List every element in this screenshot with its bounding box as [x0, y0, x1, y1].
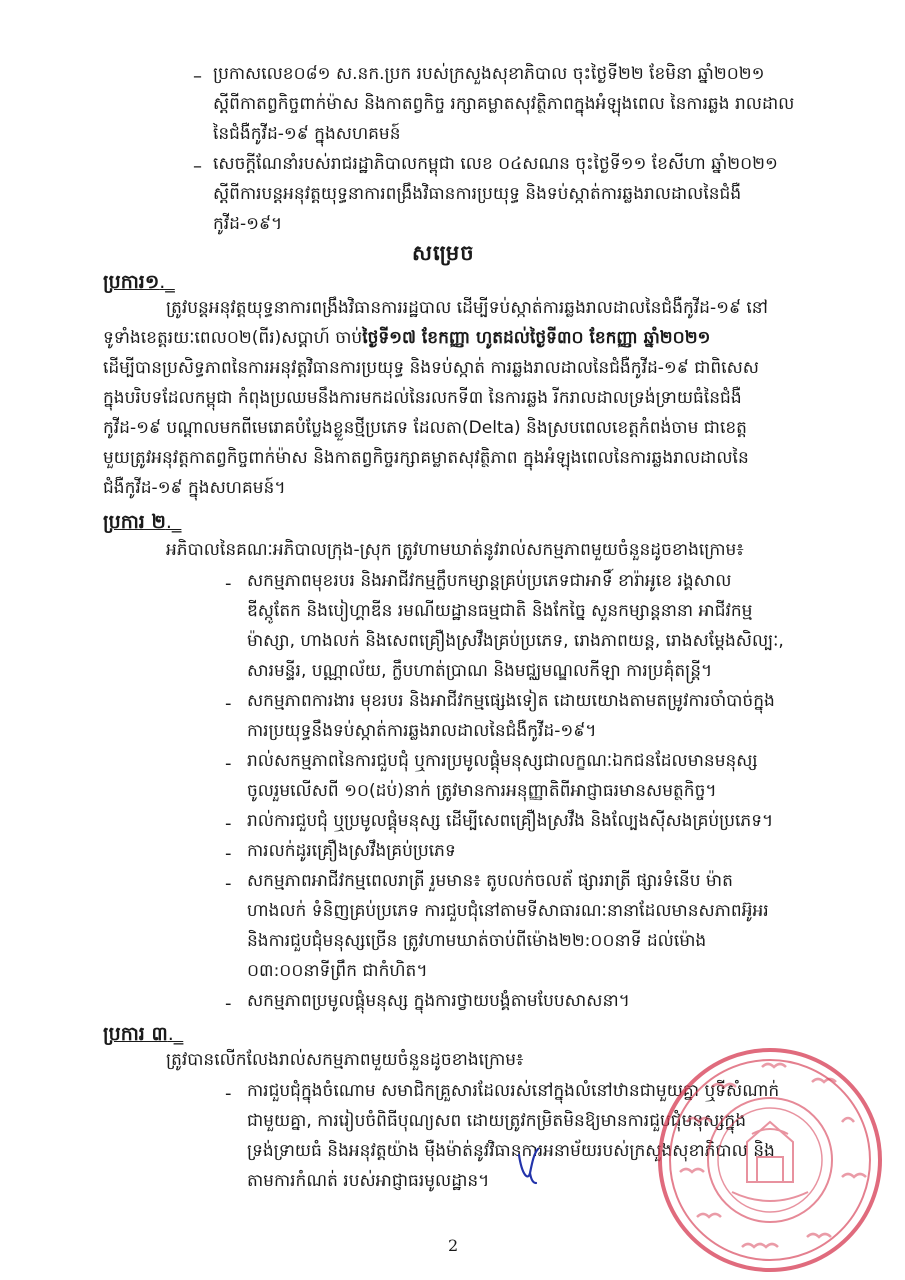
page-number: 2 [448, 1236, 459, 1255]
list-item-dash: - [225, 813, 232, 834]
article-1-date-range: ថ្ងៃទី១៧ ខែកញ្ញា ហូតដល់ថ្ងៃទី៣០ ខែកញ្ញា ឆ្នាំ២០២១ [362, 328, 711, 348]
article-1-line-1: ត្រូវបន្តអនុវត្តយុទ្ធនាការពង្រឹងវិធានការរដ្ឋបាល ដើម្បីទប់ស្កាត់ការឆ្លងរាលដាលនៃជំងឺកូវីដ-១៩ នៅ [166, 298, 768, 318]
article-1-line-4: ក្នុងបរិបទដែលកម្ពុជា កំពុងប្រឈមនឹងការមកដល់នៃរលកទី៣ នៃការឆ្លង រីករាលដាលទ្រង់ទ្រាយធំនៃជំងឺ [103, 388, 742, 408]
article-2-item-6-line-1: សកម្មភាពអាជីវកម្មពេលរាត្រី រួមមាន៖ តូបលក់ចលត័ ផ្សាររាត្រី ផ្សារទំនើប ម៉ាត [247, 871, 733, 891]
reference-2-line-3: កូវីដ-១៩។ [213, 214, 283, 234]
article-1-line-2: ទូទាំងខេត្តរយៈពេល០២(ពីរ)សប្តាហ៍ ចាប់ថ្ងៃទី១៧ ខែកញ្ញា ហូតដល់ថ្ងៃទី៣០ ខែកញ្ញា ឆ្នាំ២០២១ [103, 328, 711, 348]
article-2-item-7-line-1: សកម្មភាពប្រមូលផ្តុំមនុស្ស ក្នុងការថ្វាយបង្គំតាមបែបសាសនា។ [247, 991, 630, 1011]
list-item-dash: - [225, 693, 232, 714]
list-item-dash: - [225, 573, 232, 594]
article-2-item-1-line-3: ម៉ាស្សា, ហាងលក់ និងសេពគ្រឿងស្រវឹងគ្រប់ប្រភេទ, រោងភាពយន្ត, រោងសម្តែងសិល្បៈ, [247, 631, 784, 651]
article-2-item-3-line-2: ចូលរួមលើសពី ១០(ដប់)នាក់ ត្រូវមានការអនុញ្ញាតិពីអាជ្ញាធរមានសមត្ថកិច្ច។ [247, 781, 717, 801]
article-2-item-1-line-2: ឌីស្កូតែក និងបៀហ្គាឌីន រមណីយដ្ឋានធម្មជាតិ និងកែច្នៃ សួនកម្សាន្តនានា អាជីវកម្ម [247, 601, 753, 621]
article-3-item-1-line-3: ទ្រង់ទ្រាយធំ និងអនុវត្តយ៉ាង ម៉ឺងម៉ាត់នូវវិធានការអនាម័យរបស់ក្រសួងសុខាភិបាល និង [247, 1141, 775, 1161]
article-2-item-2-line-2: ការប្រយុទ្ធនឹងទប់ស្កាត់ការឆ្លងរាលដាលនៃជំងឺកូវីដ-១៩។ [247, 721, 597, 741]
article-1-line-3: ដើម្បីបានប្រសិទ្ធភាពនៃការអនុវត្តវិធានការប្រយុទ្ធ និងទប់ស្កាត់ ការឆ្លងរាលដាលនៃជំងឺកូវីដ-១៩ ជាពិសេស [103, 358, 759, 378]
list-item-dash: - [225, 843, 232, 864]
article-2-item-3-line-1: រាល់សកម្មភាពនៃការជួបជុំ ឬការប្រមូលផ្តុំមនុស្សជាលក្ខណៈឯកជនដែលមានមនុស្ស [247, 751, 758, 771]
reference-1-line-3: នៃជំងឺកូវីដ-១៩ ក្នុងសហគមន៍ [213, 124, 401, 144]
decision-title: សម្រេច [412, 241, 475, 265]
reference-dash: – [193, 66, 202, 87]
list-item-dash: - [225, 1083, 232, 1104]
article-2-item-6-line-2: ហាងលក់ ទំនិញគ្រប់ប្រភេទ ការជួបជុំនៅតាមទីសាធារណៈនានាដែលមានសភាពអ៊ូអរ [247, 901, 769, 921]
article-2-title: ប្រការ ២._ [103, 511, 182, 533]
reference-1-line-2: ស្តីពីកាតព្វកិច្ចពាក់ម៉ាស និងកាតព្វកិច្ច រក្សាគម្លាតសុវត្ថិភាពក្នុងអំឡុងពេល នៃការឆ្លង រាលដាល [213, 94, 795, 114]
article-2-item-6-line-3: និងការជួបជុំមនុស្សច្រើន ត្រូវហាមឃាត់ចាប់ពីម៉ោង២២:០០នាទី ដល់ម៉ោង [247, 931, 707, 951]
article-2-item-1-line-4: សារមន្ទីរ, បណ្ណាល័យ, ក្លឹបហាត់ប្រាណ និងមជ្ឈមណ្ឌលកីឡា ការប្រគុំតន្ត្រី។ [247, 661, 713, 681]
article-3-item-1-line-2: ជាមួយគ្នា, ការរៀបចំពិធីបុណ្យសព ដោយត្រូវកម្រិតមិនឱ្យមានការជួបជុំមនុស្សក្នុង [247, 1111, 746, 1131]
article-3-title: ប្រការ ៣._ [103, 1023, 184, 1045]
article-2-item-2-line-1: សកម្មភាពការងារ មុខរបរ និងអាជីវកម្មផ្សេងទៀត ដោយយោងតាមតម្រូវការចាំបាច់ក្នុង [247, 691, 775, 711]
article-3-item-1-line-4: តាមការកំណត់ របស់អាជ្ញាធរមូលដ្ឋាន។ [247, 1171, 490, 1191]
reference-2-line-1: សេចក្តីណែនាំរបស់រាជរដ្ឋាភិបាលកម្ពុជា លេខ ០៤សណន ចុះថ្ងៃទី១១ ខែសីហា ឆ្នាំ២០២១ [213, 154, 778, 174]
article-2-item-4-line-1: រាល់ការជួបជុំ ឬប្រមូលផ្តុំមនុស្ស ដើម្បីសេពគ្រឿងស្រវឹង និងល្បែងស៊ីសងគ្រប់ប្រភេទ។ [247, 811, 774, 831]
official-seal-icon [652, 1042, 887, 1277]
article-1-title: ប្រការ១._ [103, 271, 175, 293]
list-item-dash: - [225, 753, 232, 774]
article-1-line-7: ជំងឺកូវីដ-១៩ ក្នុងសហគមន៍។ [103, 478, 286, 498]
article-2-intro: អភិបាលនៃគណៈអភិបាលក្រុង-ស្រុក ត្រូវហាមឃាត់នូវរាល់សកម្មភាពមួយចំនួនដូចខាងក្រោម៖ [166, 540, 744, 560]
article-3-intro: ត្រូវបានលើកលែងរាល់សកម្មភាពមួយចំនួនដូចខាងក្រោម៖ [166, 1050, 524, 1070]
article-1-line-5: កូវីដ-១៩ បណ្តាលមកពីមេរោគបំប្លែងខ្លួនថ្មីប្រភេទ ដែលតា(Delta) និងស្របពេលខេត្តកំពង់ចាម ជាខេត្ត [103, 418, 747, 438]
reference-dash: – [193, 156, 202, 177]
article-1-line-6: មួយត្រូវអនុវត្តកាតព្វកិច្ចពាក់ម៉ាស និងកាតព្វកិច្ចរក្សាគម្លាតសុវត្ថិភាព ក្នុងអំឡុងពេលនៃការឆ្លងរាលដាលនៃ [103, 448, 749, 468]
reference-1-line-1: ប្រកាសលេខ០៨១ ស.នក.ប្រក របស់ក្រសួងសុខាភិបាល ចុះថ្ងៃទី២២ ខែមិនា ឆ្នាំ២០២១ [213, 64, 765, 84]
article-2-item-1-line-1: សកម្មភាពមុខរបរ និងអាជីវកម្មក្លឹបកម្សាន្តគ្រប់ប្រភេទជាអាទិ៍ ខារ៉ាអូខេ រង្គសាល [247, 571, 732, 591]
article-3-item-1-line-1: ការជួបជុំក្នុងចំណោម សមាជិកគ្រួសារដែលរស់នៅក្នុងលំនៅឋានជាមួយគ្នា ឬទីសំណាក់ [247, 1081, 780, 1101]
article-2-item-6-line-4: ០៣:០០នាទីព្រឹក ជាកំហិត។ [247, 961, 428, 981]
handwritten-initial-icon [514, 1145, 544, 1187]
article-2-item-5-line-1: ការលក់ដូរគ្រឿងស្រវឹងគ្រប់ប្រភេទ [247, 841, 456, 861]
list-item-dash: - [225, 873, 232, 894]
reference-2-line-2: ស្តីពីការបន្តអនុវត្តយុទ្ធនាការពង្រឹងវិធានការប្រយុទ្ធ និងទប់ស្កាត់ការឆ្លងរាលដាលនៃជំងឺ [213, 184, 742, 204]
list-item-dash: - [225, 993, 232, 1014]
